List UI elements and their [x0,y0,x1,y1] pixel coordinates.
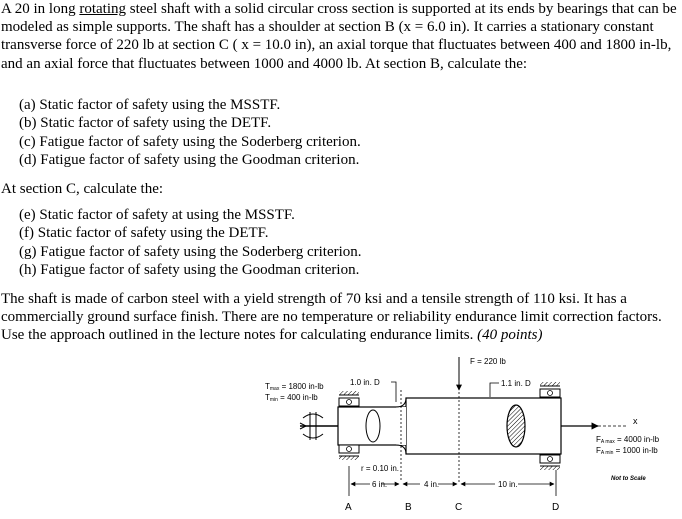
x-axis-label: x [633,416,638,426]
section-c-label: C [455,502,463,513]
material-paragraph [1,290,679,345]
section-symbol-large [507,405,525,447]
fmax-label: FA max = 4000 in-lb [596,435,660,445]
question-a: (a) Static factor of safety using the MSSTF. [19,97,281,113]
section-symbol-small [366,410,380,442]
force-label: F = 220 lb [470,357,506,366]
section-c-questions [19,206,362,280]
not-to-scale-note: Not to Scale [611,476,646,482]
dimension-bc: 4 in. [424,480,440,489]
material-text: The shaft is made of carbon steel with a yield strength of 70 ksi and a tensile strength of 110 ksi. It has a commercially ground surface finish. There are no temperature or reliability endurance limit correction factors. Use the approach outlined in the lecture notes for calculating endurance limits. [1,291,662,344]
small-diameter-label: 1.0 in. D [350,378,380,387]
shaft-diagram [0,352,682,519]
section-b-label: B [405,502,412,513]
section-c-heading: At section C, calculate the: [1,181,164,197]
fmin-label: FA min = 1000 in-lb [596,446,658,456]
question-c: (c) Fatigue factor of safety using the Soderberg criterion. [19,133,361,150]
section-d-label: D [552,502,560,513]
tmax-label: Tmax = 1800 in-lb [265,382,324,392]
intro-text-rest: steel shaft with a solid circular cross section is supported at its ends by bearings that can be modeled as simple supports. The shaft has a shoulder at section B (x = 6.0 in). It carries a stationary constant transverse force of 220 lb at section C ( x = 10.0 in), an axial torque that fluctuates between 400 and 1800 in-lb, and an axial force that fluctuates between 1000 and 4000 lb. At section B, calculate the: [1,1,677,72]
problem-intro [1,0,679,73]
shaft-large-section [406,398,561,454]
fillet-label: r = 0.10 in. [361,464,400,473]
section-a-label: A [345,502,352,513]
large-diameter-label: 1.1 in. D [501,379,531,388]
points-label: (40 points) [477,327,543,344]
tmin-label: Tmin = 400 in-lb [265,393,318,403]
question-d: (d) Fatigue factor of safety using the Goodman criterion. [19,152,360,169]
question-b: (b) Static factor of safety using the DETF. [19,115,272,132]
intro-underlined-word: rotating [79,1,126,17]
question-f: (f) Static factor of safety using the DETF. [19,225,269,242]
intro-text-start: A 20 in long [1,1,80,17]
dimension-cd: 10 in. [498,480,518,489]
dimension-ab: 6 in. [372,480,388,489]
question-e: (e) Static factor of safety at using the MSSTF. [19,207,295,223]
question-h: (h) Fatigue factor of safety using the Goodman criterion. [19,262,360,279]
question-g: (g) Fatigue factor of safety using the Soderberg criterion. [19,243,362,260]
section-b-questions [19,96,361,170]
